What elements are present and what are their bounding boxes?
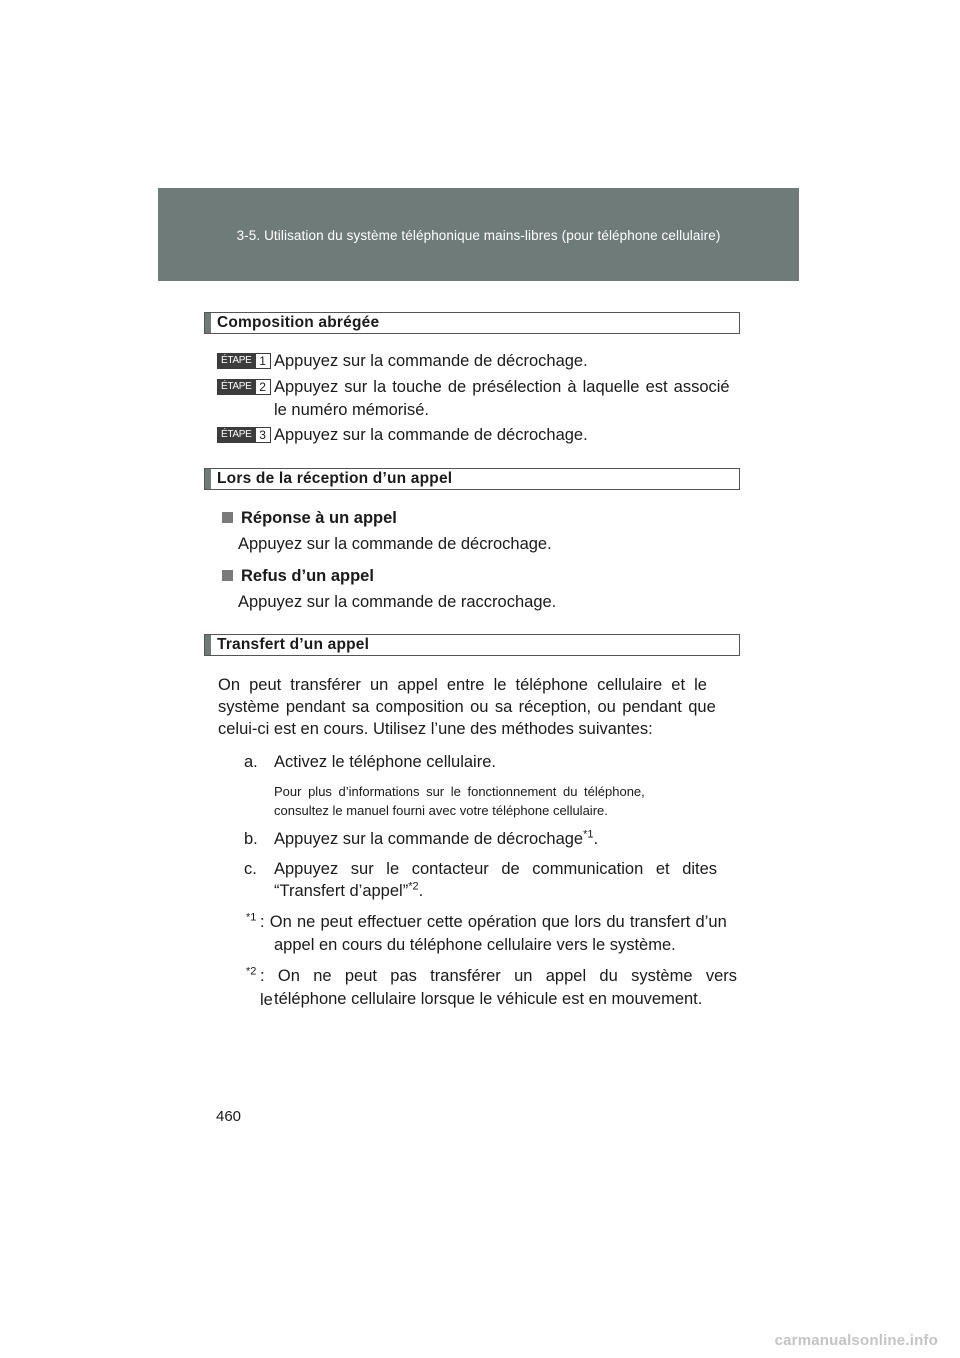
step-number: 2 bbox=[256, 379, 271, 395]
footnote-2-mark: *2 bbox=[246, 965, 257, 978]
step-1-text: Appuyez sur la commande de décrochage. bbox=[274, 352, 588, 370]
step-word: ÉTAPE bbox=[217, 427, 256, 443]
footnote-ref: *2 bbox=[408, 880, 419, 893]
answer-text: Appuyez sur la commande de décrochage. bbox=[238, 535, 552, 553]
chapter-title: 3-5. Utilisation du système téléphonique mains-libres (pour téléphone cellulaire) bbox=[236, 228, 721, 243]
step-word: ÉTAPE bbox=[217, 353, 256, 369]
transfer-intro-line1: On peut transférer un appel entre le téléphone cellulaire et le bbox=[218, 676, 707, 694]
footnote-2-line2: téléphone cellulaire lorsque le véhicule est en mouvement. bbox=[274, 990, 703, 1008]
method-c-line2: “Transfert d’appel”$^{*2}$. bbox=[274, 880, 424, 900]
section-heading-speed-dial bbox=[204, 312, 740, 334]
page-number: 460 bbox=[216, 1108, 242, 1125]
section-title: Transfert d’un appel bbox=[217, 636, 370, 653]
method-c-line1: Appuyez sur le contacteur de communication et dites bbox=[274, 860, 718, 878]
reject-text: Appuyez sur la commande de raccrochage. bbox=[238, 593, 557, 611]
section-heading-receive bbox=[204, 468, 740, 490]
footnote-ref: *1 bbox=[583, 828, 594, 841]
footnote-1-line2: appel en cours du téléphone cellulaire vers le système. bbox=[274, 936, 676, 954]
method-a-note-line1: Pour plus d’informations sur le fonctionnement du téléphone, bbox=[274, 784, 645, 799]
step-2-text-line1: Appuyez sur la touche de présélection à laquelle est associé bbox=[274, 378, 730, 396]
reject-subheading: Refus d’un appel bbox=[222, 564, 374, 588]
step-badge-3 bbox=[217, 427, 271, 443]
footnote-1-line1: : On ne peut effectuer cette opération que lors du transfert d’un bbox=[260, 913, 727, 931]
step-2-text-line2: le numéro mémorisé. bbox=[274, 401, 429, 419]
chapter-header-band bbox=[158, 188, 799, 281]
method-b-text: Appuyez sur la commande de décrochage$^{*1}$. bbox=[274, 828, 599, 848]
step-badge-1 bbox=[217, 353, 271, 369]
transfer-intro-line3: celui-ci est en cours. Utilisez l’une des méthodes suivantes: bbox=[218, 720, 653, 738]
footnote-2-line1: : On ne peut pas transférer un appel du système vers le bbox=[260, 967, 737, 1009]
method-a-note-line2: consultez le manuel fourni avec votre téléphone cellulaire. bbox=[274, 803, 608, 818]
method-a-label: a. bbox=[244, 753, 258, 771]
square-bullet-icon bbox=[222, 570, 233, 581]
section-title: Lors de la réception d’un appel bbox=[217, 470, 453, 487]
transfer-intro-line2: système pendant sa composition ou sa réception, ou pendant que bbox=[218, 698, 716, 716]
section-heading-transfer bbox=[204, 634, 740, 656]
section-title: Composition abrégée bbox=[217, 314, 380, 331]
method-c-label: c. bbox=[244, 860, 257, 878]
watermark: carmanualsonline.info bbox=[774, 1332, 938, 1349]
step-word: ÉTAPE bbox=[217, 379, 256, 395]
method-b-label: b. bbox=[244, 830, 258, 848]
step-number: 3 bbox=[256, 427, 271, 443]
footnote-1-mark: *1 bbox=[246, 911, 257, 924]
step-badge-2 bbox=[217, 379, 271, 395]
method-a-text: Activez le téléphone cellulaire. bbox=[274, 753, 496, 771]
step-number: 1 bbox=[256, 353, 271, 369]
answer-subheading: Réponse à un appel bbox=[222, 506, 397, 530]
square-bullet-icon bbox=[222, 512, 233, 523]
step-3-text: Appuyez sur la commande de décrochage. bbox=[274, 426, 588, 444]
